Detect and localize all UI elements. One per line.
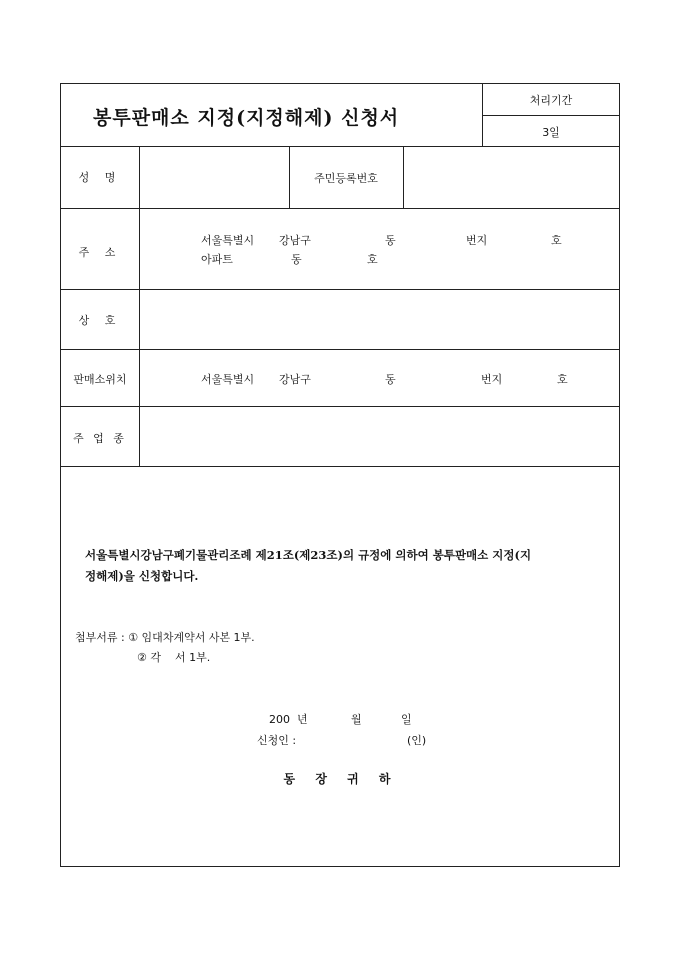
address-city: 서울특별시 bbox=[201, 234, 255, 247]
resident-number-label: 주민등록번호 bbox=[314, 172, 378, 185]
divider bbox=[61, 349, 619, 350]
address-dong: 동 bbox=[385, 234, 396, 247]
date-year: 200 년 bbox=[269, 713, 308, 726]
store-district: 강남구 bbox=[279, 373, 311, 386]
divider bbox=[61, 146, 619, 147]
name-field[interactable] bbox=[141, 148, 287, 206]
divider bbox=[139, 146, 140, 466]
applicant-label: 신청인 : bbox=[257, 734, 297, 747]
form-title: 봉투판매소 지정(지정해제) 신청서 bbox=[93, 107, 400, 129]
divider bbox=[482, 115, 620, 116]
address-apt-dong: 동 bbox=[291, 253, 302, 266]
address-label: 주 소 bbox=[78, 246, 122, 259]
store-ho: 호 bbox=[557, 373, 568, 386]
addressee: 동 장 귀 하 bbox=[283, 772, 399, 786]
business-name-label: 상 호 bbox=[78, 314, 122, 327]
main-business-label: 주 업 종 bbox=[73, 432, 127, 445]
divider bbox=[61, 466, 619, 467]
resident-number-field[interactable] bbox=[405, 148, 617, 206]
address-bunji: 번지 bbox=[466, 234, 488, 247]
attachments-label: 첨부서류 : ① 임대차계약서 사본 1부. bbox=[75, 631, 255, 644]
main-business-field[interactable] bbox=[141, 408, 617, 464]
address-district: 강남구 bbox=[279, 234, 311, 247]
business-name-field[interactable] bbox=[141, 291, 617, 347]
seal-mark: (인) bbox=[407, 734, 427, 747]
statement-line2: 정해제)을 신청합니다. bbox=[85, 569, 199, 583]
address-ho: 호 bbox=[551, 234, 562, 247]
divider bbox=[61, 289, 619, 290]
attachment-2: ② 각 서 1부. bbox=[137, 651, 211, 664]
date-month: 월 bbox=[351, 713, 362, 726]
divider bbox=[61, 406, 619, 407]
name-label: 성 명 bbox=[78, 171, 122, 184]
processing-period-label: 처리기간 bbox=[529, 94, 573, 107]
applicant-field[interactable] bbox=[309, 730, 399, 746]
divider bbox=[403, 146, 404, 208]
store-location-label: 판매소위치 bbox=[73, 373, 127, 386]
address-apt-ho: 호 bbox=[367, 253, 378, 266]
application-form bbox=[60, 83, 620, 867]
date-day: 일 bbox=[401, 713, 412, 726]
processing-period-value: 3일 bbox=[542, 126, 560, 139]
store-dong: 동 bbox=[385, 373, 396, 386]
store-city: 서울특별시 bbox=[201, 373, 255, 386]
store-bunji: 번지 bbox=[481, 373, 503, 386]
statement-line1: 서울특별시강남구폐기물관리조례 제21조(제23조)의 규정에 의하여 봉투판매소 지정(지 bbox=[85, 548, 532, 562]
address-apartment: 아파트 bbox=[201, 253, 233, 266]
divider bbox=[61, 208, 619, 209]
